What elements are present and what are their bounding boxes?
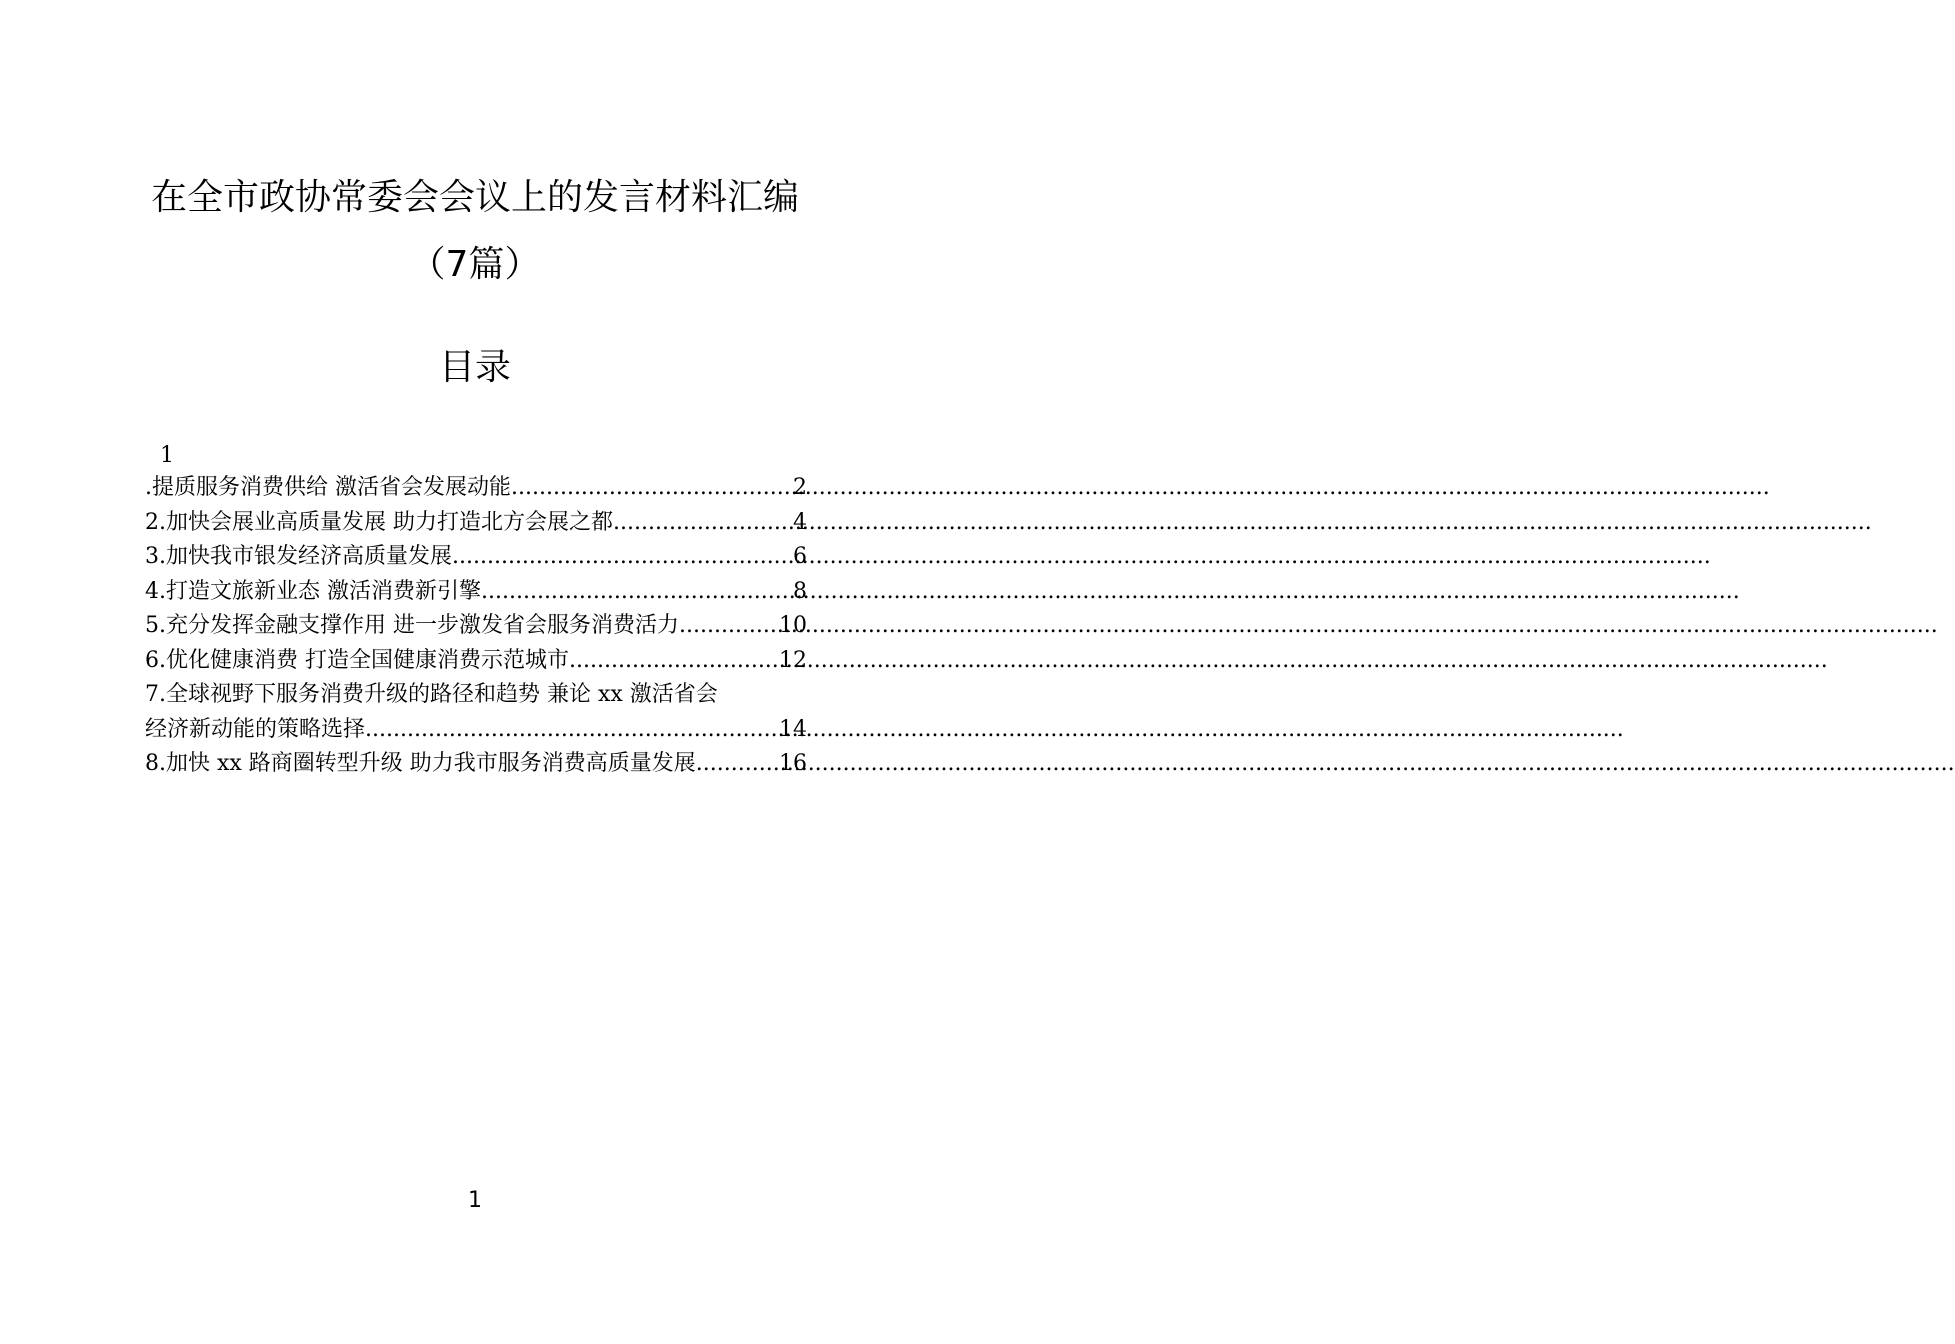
toc-entry[interactable] (145, 644, 807, 679)
toc-entry-page: 2 (793, 475, 807, 500)
toc-entry-page: 6 (793, 544, 807, 569)
toc-entry[interactable] (145, 678, 807, 713)
document-title: 在全市政协常委会会议上的发言材料汇编 (150, 177, 799, 218)
toc-entry-title: 3.加快我市银发经济高质量发展 (145, 544, 452, 569)
toc-entry-page: 4 (793, 509, 807, 535)
table-of-contents (145, 441, 807, 782)
toc-entry[interactable] (145, 575, 807, 610)
toc-entry-page: 12 (779, 647, 807, 673)
toc-dot-leader (679, 609, 779, 644)
toc-dot-leader (365, 713, 779, 748)
toc-entry-title: 2.加快会展业高质量发展 助力打造北方会展之都 (145, 509, 613, 535)
toc-entry[interactable] (145, 471, 807, 506)
toc-entry[interactable] (145, 506, 807, 541)
toc-heading: 目录 (438, 347, 511, 388)
toc-dot-leader (511, 471, 793, 506)
toc-dot-leader (569, 644, 779, 679)
toc-dot-leader (696, 747, 779, 782)
toc-entry-title: .提质服务消费供给 激活省会发展动能 (145, 475, 511, 500)
toc-dot-leader (452, 540, 793, 575)
document-subtitle: （7篇） (409, 244, 541, 285)
toc-entry-page: 14 (779, 716, 807, 742)
toc-entry-page: 8 (793, 578, 807, 604)
toc-entry[interactable] (145, 540, 807, 575)
toc-entry-page: 16 (779, 751, 807, 776)
toc-entry-title: 8.加快 xx 路商圈转型升级 助力我市服务消费高质量发展 (145, 751, 696, 776)
toc-entry-page: 10 (779, 613, 807, 638)
toc-lead-number: 1 (160, 443, 174, 468)
toc-entry-title: 7.全球视野下服务消费升级的路径和趋势 兼论 xx 激活省会 (145, 682, 718, 707)
toc-entry-title-continued: 经济新动能的策略选择 (145, 716, 366, 742)
toc-entry-title: 4.打造文旅新业态 激活消费新引擎 (145, 578, 481, 604)
toc-dot-leader (613, 506, 793, 541)
toc-entry[interactable] (145, 609, 807, 644)
toc-entry-continuation[interactable] (145, 713, 807, 748)
toc-entry-title: 5.充分发挥金融支撑作用 进一步激发省会服务消费活力 (145, 613, 679, 638)
toc-entry-title: 6.优化健康消费 打造全国健康消费示范城市 (145, 647, 569, 673)
toc-dot-leader (481, 575, 793, 610)
page-number: 1 (468, 1188, 482, 1213)
toc-entry[interactable] (145, 747, 807, 782)
